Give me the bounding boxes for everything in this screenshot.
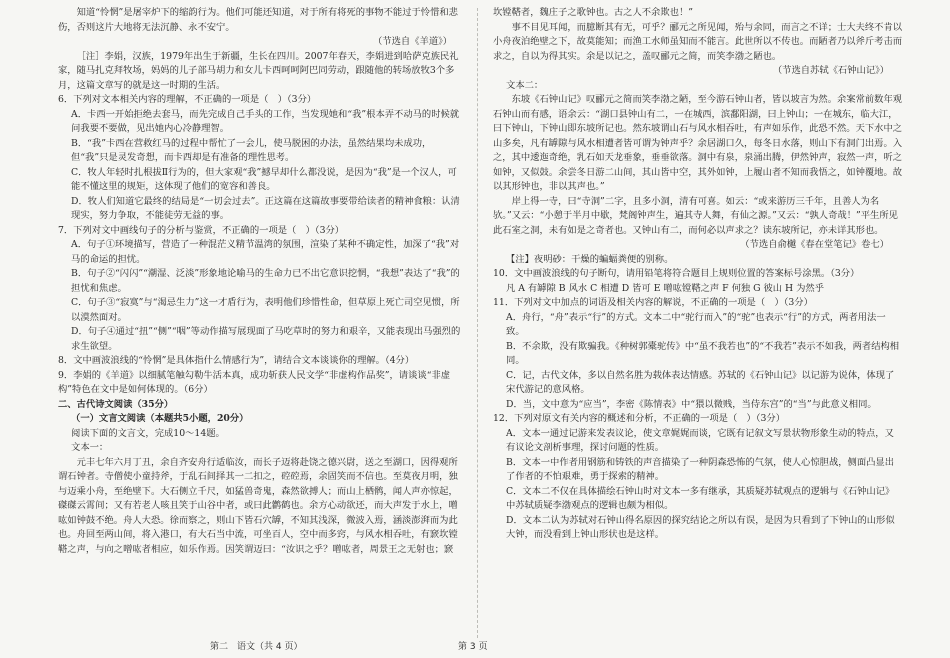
question-7: 7．下列对文中画线句子的分析与鉴赏，不正确的一项是（ ）（3分） xyxy=(58,224,345,236)
question-10: 10．文中画波浪线的句子断句，请用铅笔将符合题目上规则位置的答案标号涂黑。（3分） xyxy=(493,268,860,279)
source-citation-2: （节选自苏轼《石钟山记》） xyxy=(772,65,890,76)
option-7c: C．句子③“寂寞”与“渴忌生力”这一才盾行为，表明他们珍惜性命，但草原上死亡司空见惯，所以漠然面对。 xyxy=(71,297,460,323)
option-6b: B．“我”卡西在营救红马的过程中帮忙了一会儿，使马脱困的办法，虽然结果均未成功，但“我”只是灵发奇想，而卡西却是有准备的理性思考。 xyxy=(71,137,432,163)
classical-text-1-end: 坎镗鞳者，魏庄子之歌钟也。古之人不余欺也！” xyxy=(493,7,693,18)
option-11b: B．不余欺，没有欺骗我。《种树郭橐驼传》中“虽不我若也”的“不我若”表示不如我，两者结构相同。 xyxy=(506,340,900,366)
reading-instruction: 阅读下面的文言文，完成10～14题。 xyxy=(71,427,225,439)
right-column xyxy=(493,6,903,632)
classical-text-2-cont: 岸上得一寺，曰“寺洞”二字，且多小洞，清有可喜。如云：“或来游历三千年，且善人为名欤。”又云：“小憩于半月中歇，梵阁钟声生，遍其寺人舞，有仙之源。”又云：“孰人奇哉！”平生所见此石室之洞，未有如是之奇者也。又钟山有二，而何必以声求之？读东坡所记，亦未详其形也。 xyxy=(493,195,898,236)
annotation-note: 【注】夜明砂：干燥的蝙蝠粪便的别称。 xyxy=(506,253,674,265)
classical-text-1: 元丰七年六月丁丑，余自齐安舟行适临汝，而长子迈将赴饶之德兴尉，送之至湖口，因得观所谓石钟者。寺僧使小童持斧，于乱石间择其一二扣之，硿硿焉，余固笑而不信也。至莫夜月明，独与迈乘小舟，至绝壁下。大石侧立千尺，如猛兽奇鬼，森然欲搏人；而山上栖鹘，闻人声亦惊起，磔磔云霄间；又有若老人咳且笑于山谷中者，或曰此鹳鹤也。余方心动欲还，而大声发于水上，噌吰如钟鼓不绝。舟人大恐。徐而察之，则山下皆石穴罅，不知其浅深，微波入焉，涵淡澎湃而为此也。舟回至两山间，将入港口，有大石当中流，可坐百人，空中而多窍，与风水相吞吐，有窾坎镗鞳之声，与向之噌吰者相应，如乐作焉。因笑谓迈曰：“汝识之乎？噌吰者，周景王之无射也；窾 xyxy=(58,456,458,555)
option-11c: C．记，古代文体，多以自然名胜为载体表达情感。苏轼的《石钟山记》以记游为说体，体现了宋代游记的意风格。 xyxy=(506,369,895,395)
question-10-options: 凡 A 有罅隙 B 风水 C 相遭 D 皆可 E 噌吰镗鞳之声 F 何独 G 彼山 H 为然乎 xyxy=(506,282,825,294)
option-12c: C．文本二不仅在具体描绘石钟山时对文本一多有继承，其质疑苏轼观点的逻辑与《石钟山记》中苏轼质疑李渤观点的逻辑也颇为相似。 xyxy=(506,485,895,511)
option-6d: D．牧人们知道它最终的结局是“一切会过去”。正这篇在这篇故事要带给读者的精神食粮：认清现实，努力争取，不能徒劳无益的事。 xyxy=(71,195,460,221)
classical-text-1-cont: 事不目见耳闻，而臆断其有无，可乎？郦元之所见闻，殆与余同，而言之不详；士大夫终不肯以小舟夜泊绝壁之下，故莫能知；而渔工水师虽知而不能言。此世所以不传也。而陋者乃以斧斤考击而求之，自以为得其实。余是以记之，盖叹郦元之简，而笑李渤之陋也。 xyxy=(493,21,903,62)
author-note: ［注］李娟，汉族，1979年出生于新疆，生长在四川。2007年春天，李娟进到哈萨克族民礼家，随马扎克拜牧场，妈妈的儿子部马胡力和女儿卡西呵呵阿巴同劳动，跟随他的转场放牧3个多月，这篇文章写的就是这一时期的生活。 xyxy=(58,50,459,91)
section-heading: 二、古代诗文阅读（35分） xyxy=(58,398,174,410)
option-11d: D．当，文中意为“应当”，李密《陈情表》中“猥以微贱，当侍东宫”的“当”与此意义相同。 xyxy=(506,398,877,410)
option-6a: A．卡西一开始拒绝去套马，而先完成自己手头的工作，当发现她和“我”根本弄不动马的时候就问我要不要做，见出她内心冷静理智。 xyxy=(71,108,460,134)
passage-tail: 知道“怜惘”是屠宰炉下的缩韵行为。他们可能还知道，对于所有将死的事物不能过于怜惜和悲伤，否则这片大地将无法沉静、永不安宁。 xyxy=(58,7,458,33)
page-footer-left: 第二 语文（共 4 页） xyxy=(210,642,303,652)
page-divider xyxy=(477,8,478,638)
source-citation-3: （节选自俞樾《春在堂笔记》卷七） xyxy=(740,239,890,250)
option-11a: A．舟行，“舟”表示“行”的方式。文本二中“驼行而入”的“驼”也表示“行”的方式，两者用法一致。 xyxy=(506,311,886,337)
option-12b: B．文本一中作者用钢筋和铸铁的声音描染了一种阴森恐怖的气氛，使人心惊胆战，侧面凸显出了作者的不怕艰难，勇于探索的精神。 xyxy=(506,456,895,482)
option-6c: C．牧人年轻时扎根拔Ⅱ行为的，但大家观“我”撼早却什么都没说，是因为“我”是一个汉人，可能不懂这里的规矩，这体现了他们的宽容和善良。 xyxy=(71,166,457,192)
question-12: 12．下列对原文有关内容的概述和分析，不正确的一项是（ ）（3分） xyxy=(493,413,786,424)
source-citation: （节选自《羊道》） xyxy=(373,36,453,47)
question-11: 11．下列对文中加点的词语及相关内容的解说，不正确的一项是（ ）（3分） xyxy=(493,297,813,308)
text1-label: 文本一： xyxy=(71,442,109,453)
question-6: 6．下列对文本相关内容的理解，不正确的一项是（ ）（3分） xyxy=(58,94,317,105)
option-7a: A．句子①环境描写，营造了一种混茫义精节温湾的氛围，渲染了某种不确定性，加深了“我”对马的命运的担忧。 xyxy=(71,239,460,265)
question-9: 9．李娟的《羊道》以细腻笔触勾勒牛活本真，成功斩获人民文学“非虚构作品奖”，请谈谈“非虚构”特色在文中是如何体现的。（6分） xyxy=(58,369,451,395)
option-12d: D．文本二认为苏轼对石钟山得名原因的探究结论之所以有误，是因为只看到了下钟山的山形似大钟，而没看到上钟山形状也是这样。 xyxy=(506,514,895,540)
subsection-heading: （一）文言文阅读（本题共5小题，20分） xyxy=(71,413,249,424)
left-column xyxy=(58,6,466,632)
text2-label: 文本二： xyxy=(506,79,544,91)
question-8: 8．文中画波浪线的“怜惘”是具体指什么情感行为”，请结合文本谈谈你的理解。（4分） xyxy=(58,355,415,366)
option-7b: B．句子②“闪闪”“潮湿、泛淡”形象地论喻马的生命力已不出它意识挖惘，“我想”表达了“我”的担忧和焦虑。 xyxy=(71,268,460,294)
option-7d: D．句子④通过“扭”“侧”“咽”等动作描写展现面了马吃草时的努力和艰辛，又能表现出马强烈的求生欲望。 xyxy=(71,326,461,352)
classical-text-2: 东坡《石钟山记》叹郦元之简而笑李渤之陋，至今游石钟山者，皆以坡言为然。余案常前数年观石钟山而有感，语余云：“湖口县钟山有二，一在城西，滨鄱阳湖，曰上钟山；一在城东，临大江，曰下钟山，下钟山即东坡所记也。然东坡谓山石与风水相吞吐，有声如乐作，此恐不然。天下水中之山多矣，凡有罅隙与风水相遭者皆可谓为钟声乎？余居湖口久，每冬日水落，则山下有洞门出焉。入之，其中逶迤奇绝，乳石如天龙垂象，垂垂欲落。洞中有泉，泉涌出腾，伊然钟声，寂然一声，听之如钟，又似鼓。余尝冬日游二山间，其山皆中空，其外如钟，上履山者不知而我悟之，如钟覆地。故以其形钟也，非以其声也。” xyxy=(493,94,903,192)
page-footer-right: 第 3 页 xyxy=(458,642,488,652)
option-12a: A．文本一通过记游来发表议论，使文章娓娓而谈，它既有记叙文写景状物形象生动的特点，又有议论文剖析事理，探讨问题的性质。 xyxy=(506,427,894,453)
